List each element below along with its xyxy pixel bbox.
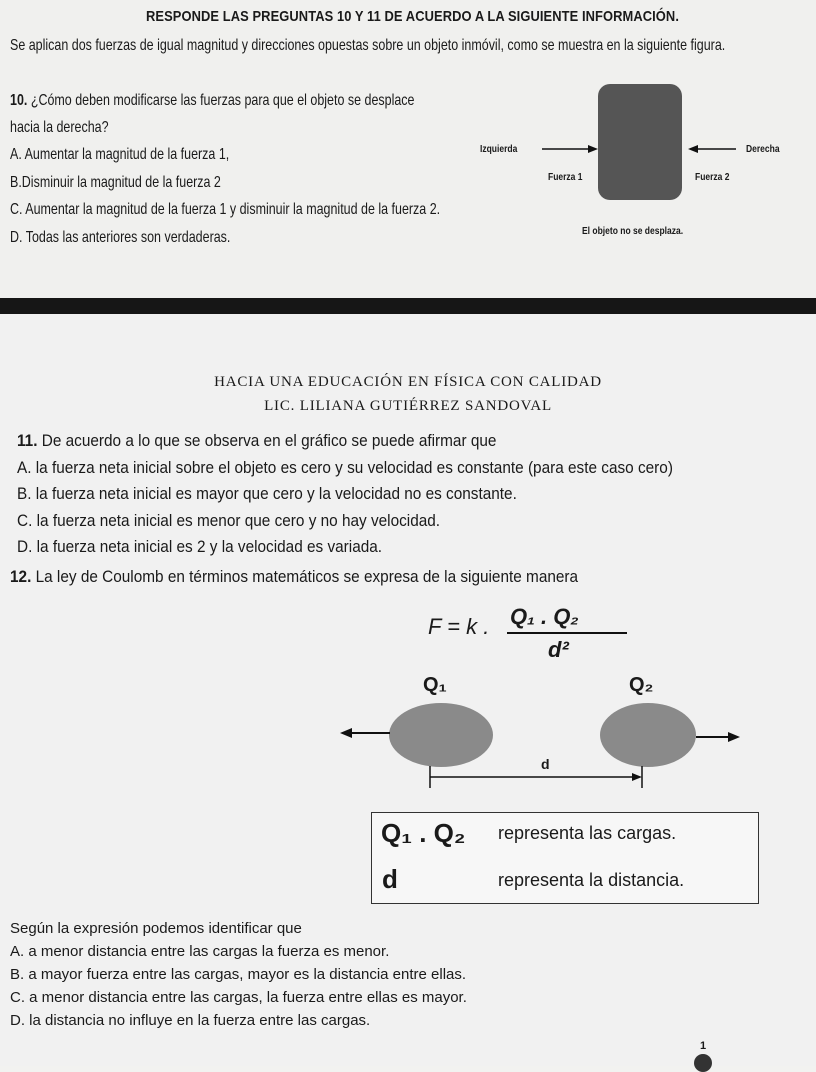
q11-option-d: D. la fuerza neta inicial es 2 y la velocidad es variada. [17, 538, 383, 556]
q11-option-a: A. la fuerza neta inicial sobre el objeto es cero y su velocidad es constante (para este caso cero) [17, 459, 673, 477]
force2-label: Fuerza 2 [695, 172, 730, 183]
formula-numerator: Q₁ . Q₂ [510, 604, 579, 629]
distance-arrowhead [632, 773, 642, 781]
section-heading: RESPONDE LAS PREGUNTAS 10 Y 11 DE ACUERDO A LA SIGUIENTE INFORMACIÓN. [146, 8, 680, 25]
q11-number: 11. [17, 432, 38, 450]
force1-arrowhead [588, 145, 598, 153]
q10-number: 10. [10, 92, 28, 109]
left-force-arrowhead [340, 728, 352, 738]
intro-text: Se aplican dos fuerzas de igual magnitud y direcciones opuestas sobre un objeto inmóvil, como se muestra en la siguiente figura. [10, 37, 726, 54]
q11-line [17, 432, 496, 451]
q12-option-c: C. a menor distancia entre las cargas, la fuerza entre ellas es mayor. [10, 989, 467, 1006]
q10-option-a: A. Aumentar la magnitud de la fuerza 1, [10, 146, 230, 163]
q10-text: ¿Cómo deben modificarse las fuerzas para que el objeto se desplace [30, 92, 415, 109]
right-label: Derecha [746, 144, 780, 155]
left-label: Izquierda [480, 144, 518, 155]
page-marker [694, 1054, 712, 1072]
q11-text: De acuerdo a lo que se observa en el gráfico se puede afirmar que [41, 432, 497, 450]
q12-prompt: Según la expresión podemos identificar que [10, 920, 302, 937]
legend-charges-symbol: Q₁ . Q₂ [381, 818, 466, 848]
charge2-label: Q₂ [629, 674, 654, 696]
q10-option-c: C. Aumentar la magnitud de la fuerza 1 y disminuir la magnitud de la fuerza 2. [10, 201, 441, 218]
doc-title: HACIA UNA EDUCACIÓN EN FÍSICA CON CALIDAD [214, 374, 602, 390]
q11-option-b: B. la fuerza neta inicial es mayor que cero y la velocidad no es constante. [17, 485, 517, 503]
page-number: 1 [700, 1040, 707, 1052]
q12-number: 12. [10, 568, 32, 586]
q10-option-b: B.Disminuir la magnitud de la fuerza 2 [10, 174, 221, 191]
force1-label: Fuerza 1 [548, 172, 583, 183]
q12-line [10, 568, 578, 587]
distance-label: d [541, 756, 550, 772]
legend-charges-text: representa las cargas. [498, 823, 677, 843]
q12-option-a: A. a menor distancia entre las cargas la fuerza es menor. [10, 943, 390, 960]
q11-option-c: C. la fuerza neta inicial es menor que cero y no hay velocidad. [17, 512, 441, 530]
divider-band [0, 298, 816, 314]
q12-option-b: B. a mayor fuerza entre las cargas, mayor es la distancia entre ellas. [10, 966, 467, 983]
q10-option-d: D. Todas las anteriores son verdaderas. [10, 229, 231, 246]
force2-arrowhead [688, 145, 698, 153]
q10-line1 [10, 92, 414, 110]
figure-caption: El objeto no se desplaza. [582, 226, 684, 237]
section-forces [0, 0, 816, 298]
coulomb-arrows [330, 720, 750, 795]
formula-denominator: d² [548, 637, 569, 662]
formula-fraction-bar [507, 632, 627, 634]
legend-distance-text: representa la distancia. [498, 870, 685, 890]
formula-lhs: F = k . [428, 614, 490, 639]
right-force-arrowhead [728, 732, 740, 742]
charge1-label: Q₁ [423, 674, 447, 696]
q10-line2: hacia la derecha? [10, 119, 109, 136]
q12-text: La ley de Coulomb en términos matemáticos se expresa de la siguiente manera [35, 568, 579, 586]
q12-option-d: D. la distancia no influye en la fuerza entre las cargas. [10, 1012, 371, 1029]
doc-author: LIC. LILIANA GUTIÉRREZ SANDOVAL [264, 398, 552, 414]
legend-distance-symbol: d [382, 864, 398, 894]
